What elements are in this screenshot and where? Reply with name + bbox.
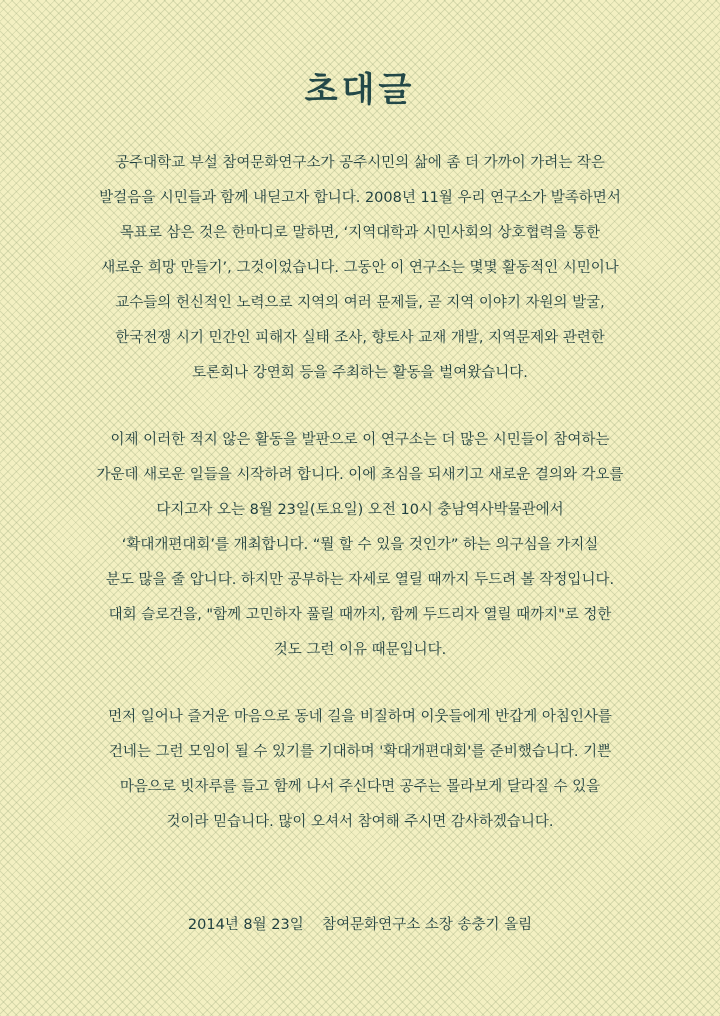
- signature-line: 2014년 8월 23일 참여문화연구소 소장 송충기 올림: [187, 917, 533, 933]
- paragraph-line: 목표로 삼은 것은 한마디로 말하면, ‘지역대학과 시민사회의 상호협력을 통한: [119, 225, 601, 241]
- paragraph-line: 새로운 희망 만들기’, 그것이었습니다. 그동안 이 연구소는 몇몇 활동적인 시민이나: [101, 260, 619, 276]
- paragraph-line: 토론회나 강연회 등을 주최하는 활동을 벌여왔습니다.: [192, 365, 528, 381]
- paragraph-line: 마음으로 빗자루를 들고 함께 나서 주신다면 공주는 몰라보게 달라질 수 있을: [119, 779, 601, 795]
- paragraph-line: 다지고자 오는 8월 23일(토요일) 오전 10시 충남역사박물관에서: [156, 502, 564, 518]
- paragraph-line: 것도 그런 이유 때문입니다.: [273, 642, 447, 658]
- paragraph-line: 분도 많을 줄 압니다. 하지만 공부하는 자세로 열릴 때까지 두드려 볼 작정입니다.: [105, 572, 615, 588]
- paragraph-2: [30, 423, 690, 668]
- paragraph-1: [30, 146, 690, 391]
- paragraph-line: 공주대학교 부설 참여문화연구소가 공주시민의 삶에 좀 더 가까이 가려는 작은: [115, 155, 605, 171]
- paragraph-line: 교수들의 헌신적인 노력으로 지역의 여러 문제들, 곧 지역 이야기 자원의 발굴,: [115, 295, 605, 311]
- paragraph-line: 건네는 그런 모임이 될 수 있기를 기대하며 '확대개편대회'를 준비했습니다. 기쁜: [108, 744, 612, 760]
- paragraph-line: 발걸음을 시민들과 함께 내딛고자 합니다. 2008년 11월 우리 연구소가 발족하면서: [99, 190, 621, 206]
- paragraph-line: 한국전쟁 시기 민간인 피해자 실태 조사, 향토사 교재 개발, 지역문제와 관련한: [115, 330, 605, 346]
- page-title: 초대글: [304, 70, 416, 110]
- paragraph-3: [30, 700, 690, 840]
- paragraph-line: 것이라 믿습니다. 많이 오셔서 참여해 주시면 감사하겠습니다.: [166, 814, 554, 830]
- paragraph-line: 가운데 새로운 일들을 시작하려 합니다. 이에 초심을 되새기고 새로운 결의와 각오를: [96, 467, 624, 483]
- paragraph-line: 이제 이러한 적지 않은 활동을 발판으로 이 연구소는 더 많은 시민들이 참여하는: [110, 432, 610, 448]
- paragraph-line: 먼저 일어나 즐거운 마음으로 동네 길을 비질하며 이웃들에게 반갑게 아침인사를: [108, 709, 612, 725]
- paragraph-line: 대회 슬로건을, "함께 고민하자 풀릴 때까지, 함께 두드리자 열릴 때까지"로 정한: [108, 607, 612, 623]
- paragraph-line: ‘확대개편대회’를 개최합니다. “뭘 할 수 있을 것인가” 하는 의구심을 가지실: [121, 537, 599, 553]
